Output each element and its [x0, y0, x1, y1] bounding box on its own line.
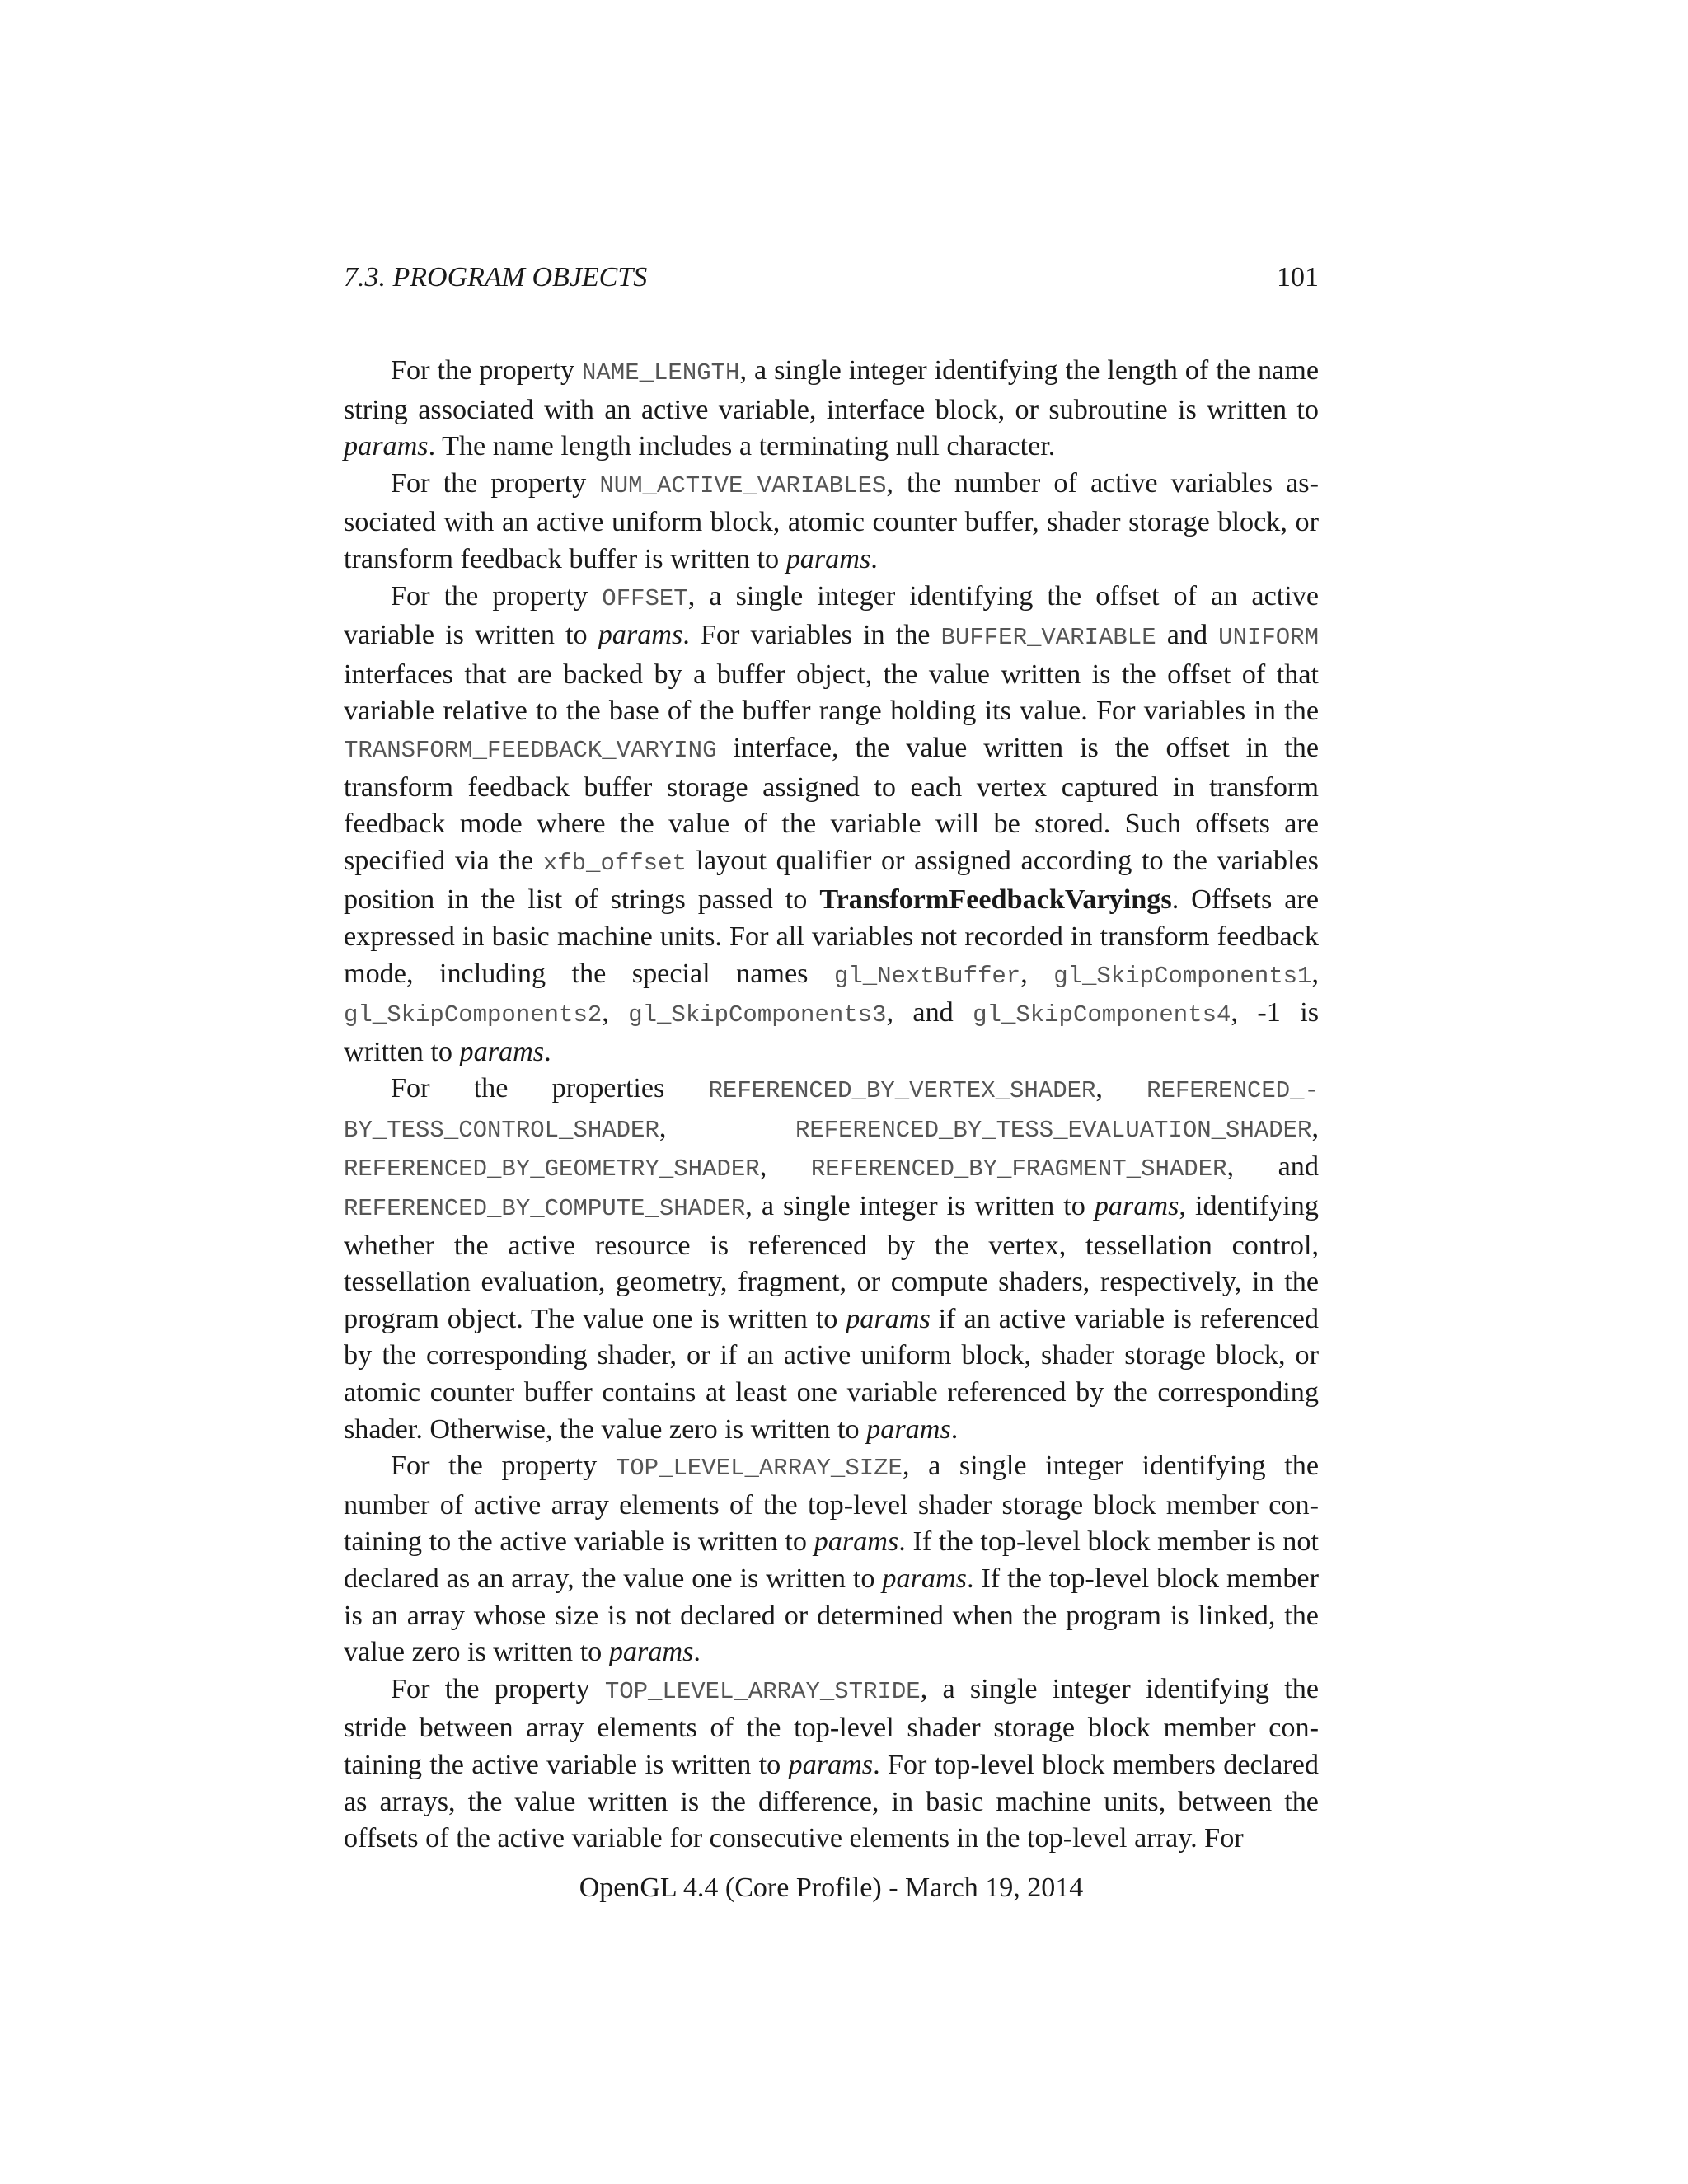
- code-term: TRANSFORM_FEEDBACK_VARYING: [344, 736, 717, 764]
- section-title: 7.3. PROGRAM OBJECTS: [344, 262, 648, 293]
- page-number: 101: [1277, 262, 1319, 293]
- text-span: . For variables in the: [682, 620, 941, 651]
- text-span: interface, the value written is the offset in the transform feedback buffer storage assigned to each vertex captured in transform feedback mode where the value of the variable will be stored. Such offsets are specified via the: [344, 732, 1319, 876]
- page-footer: OpenGL 4.4 (Core Profile) - March 19, 2014: [579, 1872, 1084, 1903]
- code-term: REFERENCED_BY_COMPUTE_SHADER: [344, 1195, 746, 1223]
- paragraph-name-length: [344, 353, 1319, 466]
- emphasis-term: params: [785, 543, 871, 574]
- text-span: and: [1156, 620, 1219, 651]
- text-span: ,: [1311, 958, 1319, 989]
- emphasis-term: params: [459, 1036, 545, 1067]
- text-span: , a single integer identifying the number of active array elements of the top-level shader storage block member containing to the active variable is written to: [344, 1451, 1320, 1558]
- text-span: ,: [1095, 1073, 1147, 1104]
- text-span: For the property: [391, 467, 600, 499]
- paragraph-top-level-array-size: [344, 1448, 1319, 1671]
- text-span: For the property: [391, 355, 582, 386]
- code-term: gl_SkipComponents3: [628, 1001, 887, 1029]
- text-span: .: [544, 1036, 551, 1067]
- text-span: . For top-level block members declared as arrays, the value written is the difference, in basic machine units, between the offsets of the active variable for consecutive elements in the top-level array. For: [344, 1749, 1319, 1854]
- text-span: , and: [886, 997, 973, 1029]
- code-term: gl_SkipComponents4: [973, 1001, 1231, 1029]
- code-term: REFERENCED_BY_TESS_EVALUATION_SHADER: [795, 1116, 1312, 1144]
- emphasis-term: params: [344, 431, 429, 462]
- code-term: TOP_LEVEL_ARRAY_SIZE: [615, 1455, 903, 1483]
- text-span: .: [950, 1413, 959, 1445]
- emphasis-term: params: [608, 1637, 694, 1668]
- code-term: UNIFORM: [1218, 624, 1319, 652]
- text-span: , the number of active variables associated with an active uniform block, atomic counter buffer, shader storage block, or transform feedback buffer is written to: [344, 467, 1319, 574]
- text-span: , a single integer identifying the length of the name string associated with an active variable, interface block, or subroutine is written to: [344, 355, 1319, 425]
- text-span: ,: [1020, 958, 1054, 989]
- text-span: , a single integer is written to: [745, 1191, 1095, 1222]
- code-term: REFERENCED_BY_GEOMETRY_SHADER: [344, 1155, 760, 1183]
- text-span: , identifying whether the active resource is referenced by the vertex, tessellation control, tessellation evaluation, geometry, fragment, or compute shaders, respectively, in the program object. The value one is written to: [344, 1191, 1319, 1334]
- emphasis-term: params: [814, 1526, 899, 1558]
- text-span: ,: [759, 1151, 811, 1183]
- paragraph-num-active-variables: [344, 466, 1319, 579]
- text-span: , a single integer identifying the stride between array elements of the top-level shader storage block member containing the active variable is written to: [344, 1673, 1319, 1780]
- text-span: , and: [1226, 1151, 1319, 1183]
- code-term: gl_NextBuffer: [833, 962, 1021, 990]
- text-span: For the property: [391, 580, 603, 612]
- running-header: [344, 257, 1319, 298]
- text-span: ,: [659, 1112, 795, 1143]
- code-term: REFERENCED_BY_FRAGMENT_SHADER: [810, 1155, 1227, 1183]
- code-term: REFERENCED_-BY_TESS_CONTROL_SHADER: [344, 1077, 1319, 1144]
- text-span: .: [693, 1637, 701, 1668]
- code-term: BUFFER_VARIABLE: [940, 624, 1156, 652]
- code-term: OFFSET: [602, 584, 688, 612]
- emphasis-term: params: [788, 1749, 874, 1780]
- text-span: .: [870, 543, 878, 574]
- text-span: , a single integer identifying the offset of an active variable is written to: [344, 580, 1320, 651]
- text-span: , -1 is written to: [344, 997, 1319, 1067]
- paragraph-top-level-array-stride: [344, 1671, 1319, 1858]
- code-term: xfb_offset: [542, 849, 687, 877]
- paragraph-offset: [344, 579, 1319, 1071]
- text-span: For the properties: [391, 1073, 709, 1104]
- text-span: . Offsets are expressed in basic machine units. For all variables not recorded in transform feedback mode, including the special names: [344, 884, 1319, 989]
- text-span: For the property: [391, 1451, 616, 1482]
- emphasis-term: params: [866, 1413, 951, 1445]
- code-term: TOP_LEVEL_ARRAY_STRIDE: [604, 1677, 921, 1705]
- text-span: . If the top-level block member is not declared as an array, the value one is written to: [344, 1526, 1319, 1594]
- text-span: layout qualifier or assigned according to the variables position in the list of strings passed to: [344, 845, 1319, 916]
- text-span: ,: [1311, 1112, 1319, 1143]
- code-term: gl_SkipComponents1: [1053, 962, 1312, 990]
- code-term: REFERENCED_BY_VERTEX_SHADER: [708, 1077, 1096, 1105]
- emphasis-term: params: [846, 1303, 931, 1334]
- code-term: gl_SkipComponents2: [344, 1001, 603, 1029]
- paragraph-referenced-by: [344, 1071, 1319, 1448]
- text-span: ,: [602, 997, 629, 1029]
- body-text: [344, 353, 1319, 1858]
- text-span: if an active variable is referenced by the corresponding shader, or if an active uniform block, shader storage block, or atomic counter buffer contains at least one variable referenced by the corresponding shader. Otherwise, the value zero is written to: [344, 1303, 1319, 1445]
- code-term: NUM_ACTIVE_VARIABLES: [599, 471, 887, 499]
- text-span: . The name length includes a terminating null character.: [428, 431, 1056, 462]
- text-span: . If the top-level block member is an array whose size is not declared or determined when the program is linked, the value zero is written to: [344, 1563, 1319, 1668]
- text-span: interfaces that are backed by a buffer object, the value written is the offset of that variable relative to the base of the buffer range holding its value. For variables in the: [344, 658, 1319, 727]
- emphasis-term: params: [598, 620, 683, 651]
- emphasis-term: params: [882, 1563, 967, 1594]
- code-term: NAME_LENGTH: [582, 359, 740, 387]
- text-span: For the property: [391, 1673, 605, 1704]
- command-name: TransformFeedbackVaryings: [819, 884, 1172, 916]
- emphasis-term: params: [1094, 1191, 1179, 1222]
